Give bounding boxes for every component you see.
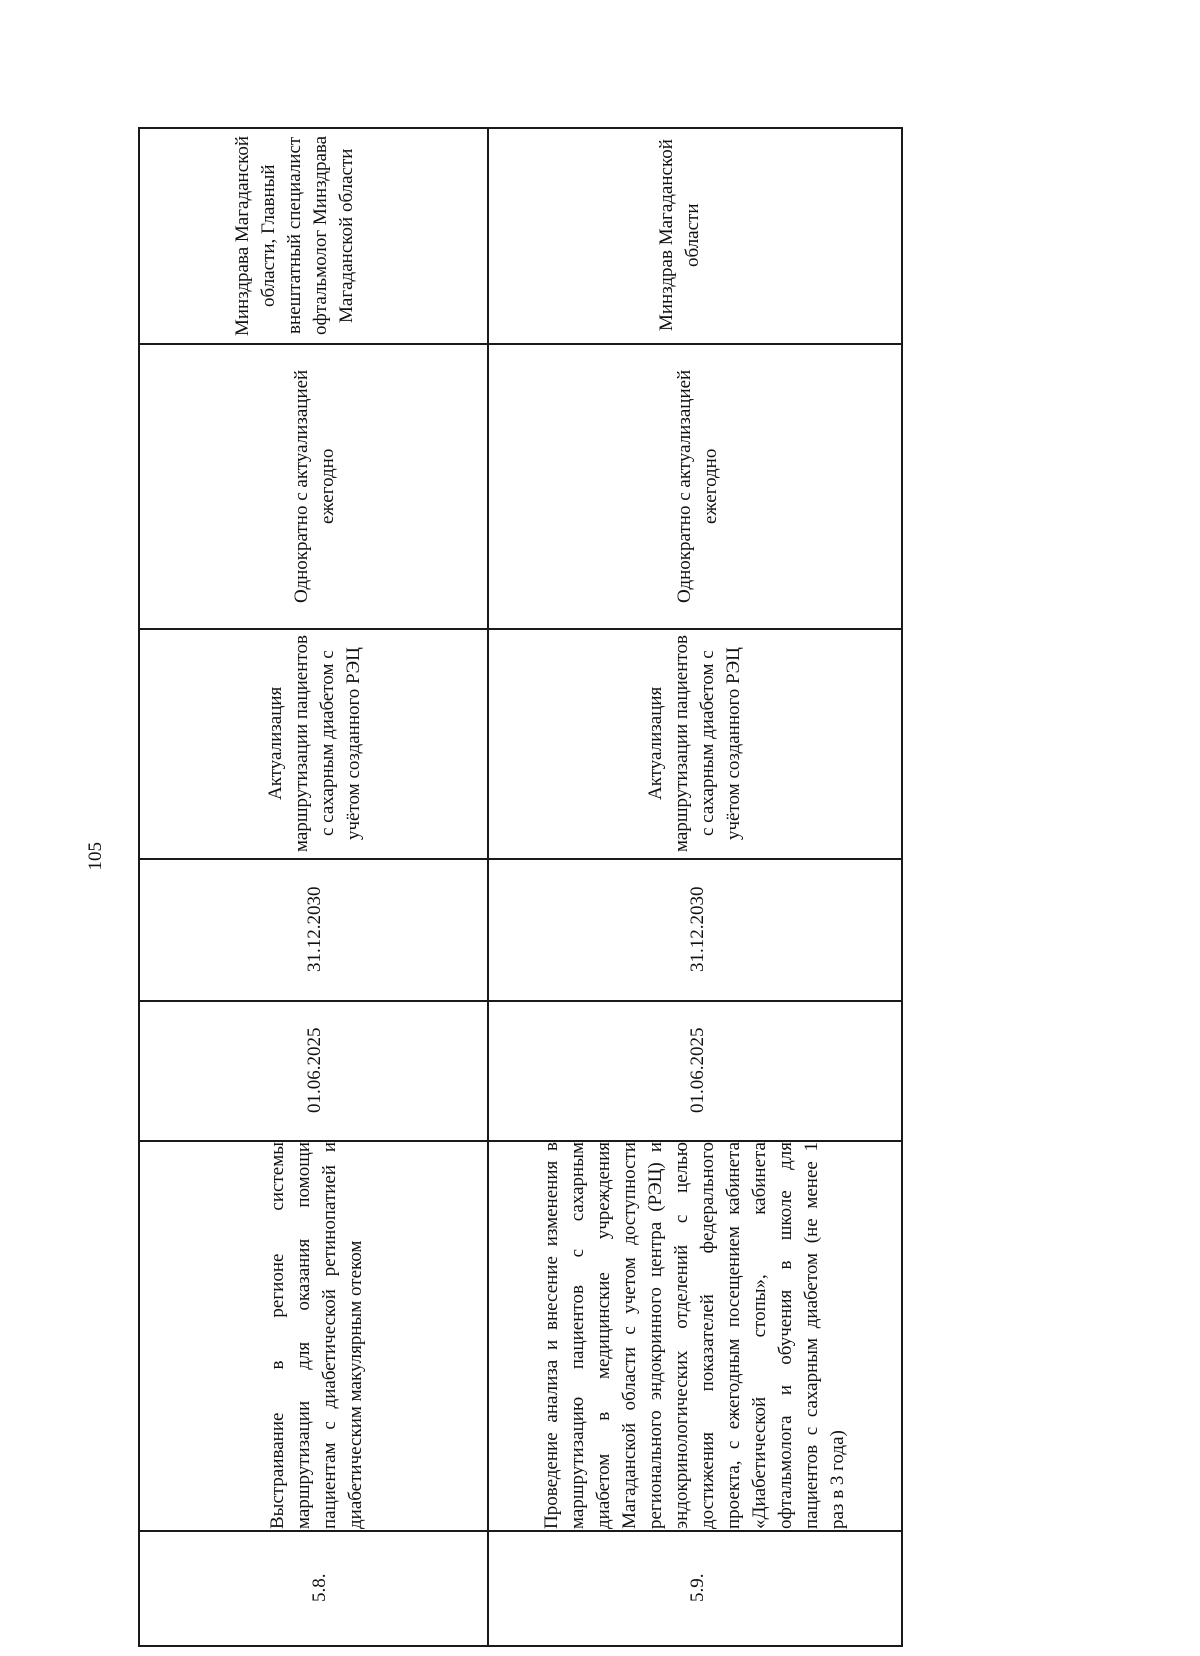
col-divider-end (138, 1000, 903, 1002)
col-divider-result (138, 858, 903, 860)
row-5-8-description: Выстраивание в регионе системы маршрутизации для оказания помощи пациентам с диабетической ретинопатией и диабетическим макулярным отеком (267, 1142, 366, 1529)
row-5-9-start-date: 01.06.2025 (687, 1027, 708, 1113)
row-5-9-result: Актуализация маршрутизации пациентов с сахарным диабетом с учётом созданного РЭЦ (645, 635, 744, 852)
row-divider (487, 127, 489, 1646)
col-divider-num (138, 1530, 903, 1532)
table-border-left (138, 127, 140, 1646)
row-5-8-responsible: Минздрава Магаданской области, Главный внештатный специалист офтальмолог Минздрава Магаданской области (232, 135, 357, 336)
row-5-8-end-date: 31.12.2030 (304, 886, 325, 973)
row-5-9-frequency: Однократно с актуализацией ежегодно (674, 369, 721, 603)
row-5-8-start-date: 01.06.2025 (304, 1027, 325, 1113)
row-5-8-frequency: Однократно с актуализацией ежегодно (291, 369, 338, 603)
table-border-bottom (138, 1645, 903, 1647)
row-5-8-num: 5.8. (309, 1573, 330, 1603)
row-5-9-description: Проведение анализа и внесение изменения в маршрутизацию пациентов с сахарным диабетом в медицинские учреждения Магаданской области с учетом доступности регионального эндокринного центра (РЭЦ) и эндокринологических отделений с целью достижения показателей федерального проекта, с ежегодным посещением кабинета «Диабетической стопы», кабинета офтальмолога и обучения в школе для пациентов с сахарным диабетом (не менее 1 раз в 3 года) (541, 1142, 848, 1529)
table-border-right (901, 127, 903, 1646)
row-5-8-result: Актуализация маршрутизации пациентов с сахарным диабетом с учётом созданного РЭЦ (265, 635, 364, 852)
row-5-9-end-date: 31.12.2030 (687, 886, 708, 973)
row-5-9-responsible: Минздрав Магаданской области (656, 139, 703, 332)
col-divider-responsible (138, 343, 903, 345)
row-5-9-num: 5.9. (687, 1573, 708, 1603)
page-number: 105 (85, 842, 106, 871)
